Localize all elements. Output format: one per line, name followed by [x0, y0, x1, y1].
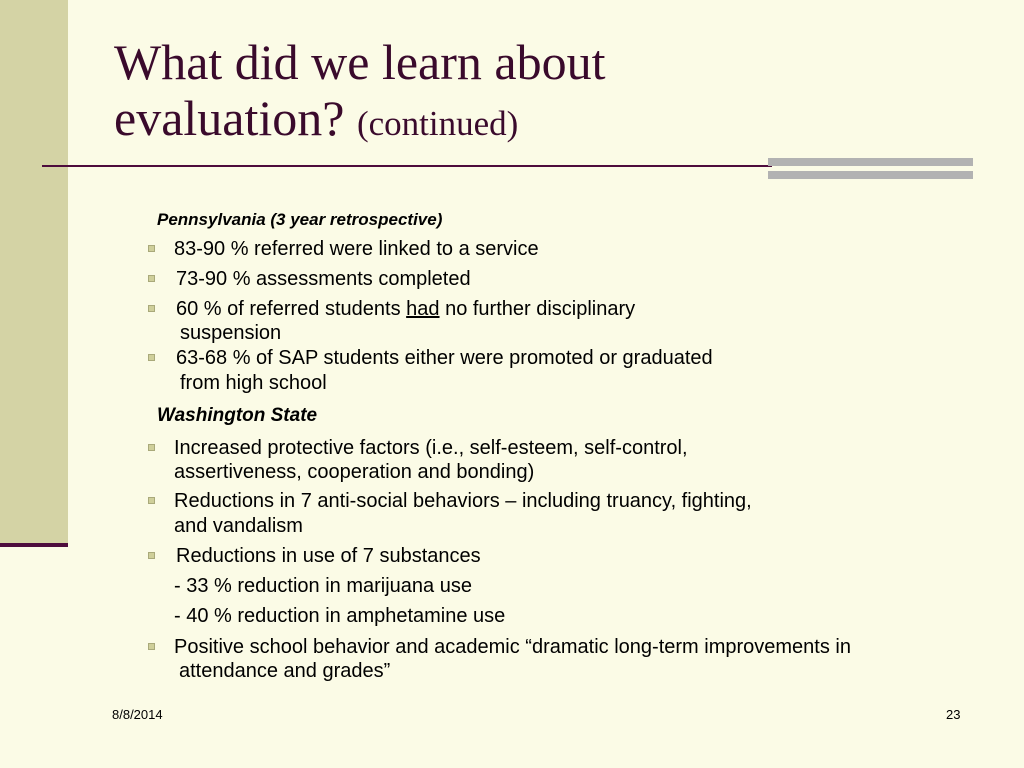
- wa-bullet-3: Reductions in use of 7 substances: [176, 545, 481, 567]
- bullet-marker: [148, 552, 155, 559]
- left-sidebar-band: [0, 0, 68, 545]
- sidebar-rule: [0, 543, 68, 547]
- pa-bullet-3: [176, 297, 635, 321]
- bullet-marker: [148, 305, 155, 312]
- wa-bullet-1: Increased protective factors (i.e., self-esteem, self-control,: [174, 437, 688, 459]
- pa-bullet-4-continuation: from high school: [180, 372, 327, 394]
- accent-bar-top: [768, 158, 973, 166]
- bullet-marker: [148, 354, 155, 361]
- wa-bullet-2: Reductions in 7 anti-social behaviors – including truancy, fighting,: [174, 490, 752, 512]
- wa-bullet-4: Positive school behavior and academic “dramatic long-term improvements in: [174, 636, 851, 658]
- washington-heading: Washington State: [157, 405, 318, 426]
- wa-sub-item-1: - 33 % reduction in marijuana use: [174, 575, 472, 597]
- title-rule: [42, 165, 772, 167]
- wa-bullet-1-continuation: assertiveness, cooperation and bonding): [174, 461, 535, 483]
- pa-bullet-3-post: no further disciplinary: [439, 298, 636, 320]
- pa-bullet-3-continuation: suspension: [180, 322, 282, 344]
- accent-bar-bottom: [768, 171, 973, 179]
- pennsylvania-heading: Pennsylvania (3 year retrospective): [157, 210, 443, 229]
- title-line-2: evaluation?: [114, 90, 345, 146]
- page-number: 23: [946, 707, 961, 722]
- footer-date: 8/8/2014: [112, 707, 163, 722]
- wa-bullet-2-continuation: and vandalism: [174, 515, 303, 537]
- bullet-marker: [148, 245, 155, 252]
- bullet-marker: [148, 275, 155, 282]
- slide-title: [114, 34, 605, 152]
- bullet-marker: [148, 497, 155, 504]
- pa-bullet-2: 73-90 % assessments completed: [176, 268, 471, 290]
- wa-sub-item-2: - 40 % reduction in amphetamine use: [174, 605, 506, 627]
- pa-bullet-4: 63-68 % of SAP students either were promoted or graduated: [176, 347, 713, 369]
- pa-bullet-3-pre: 60 % of referred students: [176, 298, 407, 320]
- wa-bullet-4-continuation: attendance and grades”: [179, 660, 391, 682]
- title-continued: (continued): [356, 104, 519, 143]
- pa-bullet-3-underlined: had: [406, 298, 440, 320]
- bullet-marker: [148, 444, 155, 451]
- bullet-marker: [148, 643, 155, 650]
- title-line-1: What did we learn about: [114, 34, 606, 90]
- pa-bullet-1: 83-90 % referred were linked to a service: [174, 238, 539, 260]
